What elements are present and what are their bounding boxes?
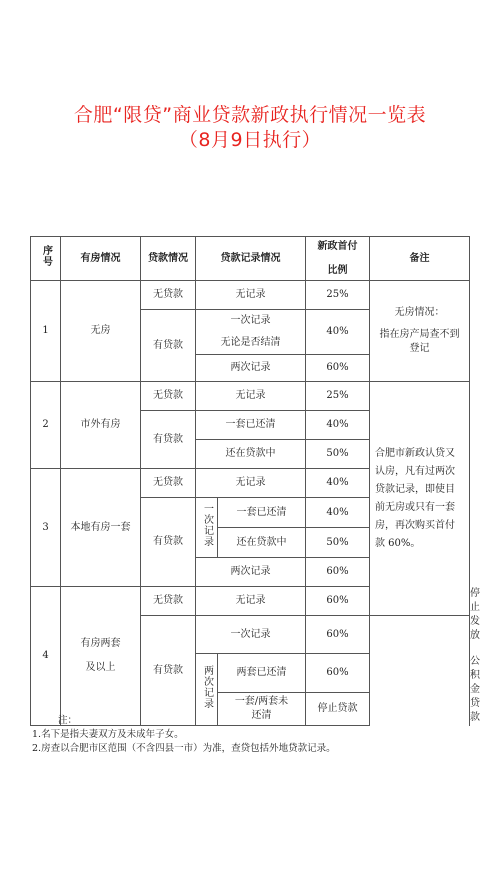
cell-loan: 有贷款 bbox=[141, 411, 196, 469]
cell-ratio: 25% bbox=[306, 281, 370, 310]
cell-ratio: 60% bbox=[306, 558, 370, 587]
page-subtitle: （8月9日执行） bbox=[178, 129, 322, 151]
header-loan: 贷款情况 bbox=[141, 237, 196, 281]
cell-ratio: 40% bbox=[306, 498, 370, 528]
cell-loan: 无贷款 bbox=[141, 281, 196, 310]
cell-ratio: 停止贷款 bbox=[306, 693, 370, 726]
cell-record: 无记录 bbox=[196, 469, 306, 498]
cell-loan: 无贷款 bbox=[141, 587, 196, 616]
cell-ratio: 40% bbox=[306, 469, 370, 498]
policy-table bbox=[30, 236, 480, 726]
table-row: 4 有房两套 及以上 无贷款 无记录 60% 停止发放 公积金贷款 bbox=[31, 587, 470, 616]
cell-record: 一套已还清 bbox=[196, 411, 306, 440]
cell-ratio: 60% bbox=[306, 616, 370, 654]
cell-record: 还在贷款中 bbox=[218, 528, 306, 558]
header-remark: 备注 bbox=[370, 237, 470, 281]
cell-ratio: 60% bbox=[306, 654, 370, 693]
cell-ratio: 40% bbox=[306, 310, 370, 355]
cell-remark: 合肥市新政认贷又认房，凡有过两次贷款记录，即使目前无房或只有一套房，再次购买首付款 60%。 bbox=[370, 382, 470, 616]
header-row bbox=[31, 237, 470, 281]
cell-record: 两套已还清 bbox=[218, 654, 306, 693]
cell-ratio: 40% bbox=[306, 411, 370, 440]
cell-record: 一套/两套未 还清 bbox=[218, 693, 306, 726]
cell-no: 3 bbox=[31, 469, 61, 587]
note-item-2: 2.房查以合肥市区范围（不含四县一市）为准，查贷包括外地贷款记录。 bbox=[32, 743, 336, 754]
cell-record: 一次记录 无论是否结清 bbox=[196, 310, 306, 355]
cell-loan: 有贷款 bbox=[141, 310, 196, 382]
cell-housing: 市外有房 bbox=[61, 382, 141, 469]
cell-housing: 本地有房一套 bbox=[61, 469, 141, 587]
table-row bbox=[31, 382, 470, 411]
page-title: 合肥“限贷”商业贷款新政执行情况一览表 bbox=[73, 104, 427, 126]
cell-ratio: 60% bbox=[306, 587, 370, 616]
cell-record: 无记录 bbox=[196, 281, 306, 310]
cell-record: 两次记录 bbox=[196, 558, 306, 587]
cell-ratio: 25% bbox=[306, 382, 370, 411]
cell-loan: 有贷款 bbox=[141, 498, 196, 587]
cell-ratio: 60% bbox=[306, 355, 370, 382]
cell-record: 一次记录 bbox=[196, 616, 306, 654]
cell-record: 一套已还清 bbox=[218, 498, 306, 528]
cell-loan: 有贷款 bbox=[141, 616, 196, 726]
cell-ratio: 50% bbox=[306, 528, 370, 558]
cell-record: 还在贷款中 bbox=[196, 440, 306, 469]
cell-record: 两次记录 bbox=[196, 355, 306, 382]
cell-housing: 无房 bbox=[61, 281, 141, 382]
cell-record: 无记录 bbox=[196, 382, 306, 411]
cell-sub-label: 一次记录 bbox=[196, 498, 218, 558]
cell-no: 1 bbox=[31, 281, 61, 382]
note-item-1: 1.名下是指夫妻双方及未成年子女。 bbox=[32, 729, 184, 740]
cell-no: 4 bbox=[31, 587, 61, 726]
cell-sub-label: 两次记录 bbox=[196, 654, 218, 726]
header-ratio: 新政首付 比例 bbox=[306, 237, 370, 281]
cell-no: 2 bbox=[31, 382, 61, 469]
cell-housing: 有房两套 及以上 bbox=[61, 587, 141, 726]
cell-remark: 无房情况： 指在房产局查不到登记 bbox=[370, 281, 470, 382]
header-housing: 有房情况 bbox=[61, 237, 141, 281]
header-no: 序号 bbox=[31, 237, 61, 281]
cell-loan: 无贷款 bbox=[141, 469, 196, 498]
table-row bbox=[31, 281, 470, 310]
header-record: 贷款记录情况 bbox=[196, 237, 306, 281]
cell-record: 无记录 bbox=[196, 587, 306, 616]
notes-label: 注： bbox=[58, 715, 78, 726]
cell-ratio: 50% bbox=[306, 440, 370, 469]
cell-loan: 无贷款 bbox=[141, 382, 196, 411]
